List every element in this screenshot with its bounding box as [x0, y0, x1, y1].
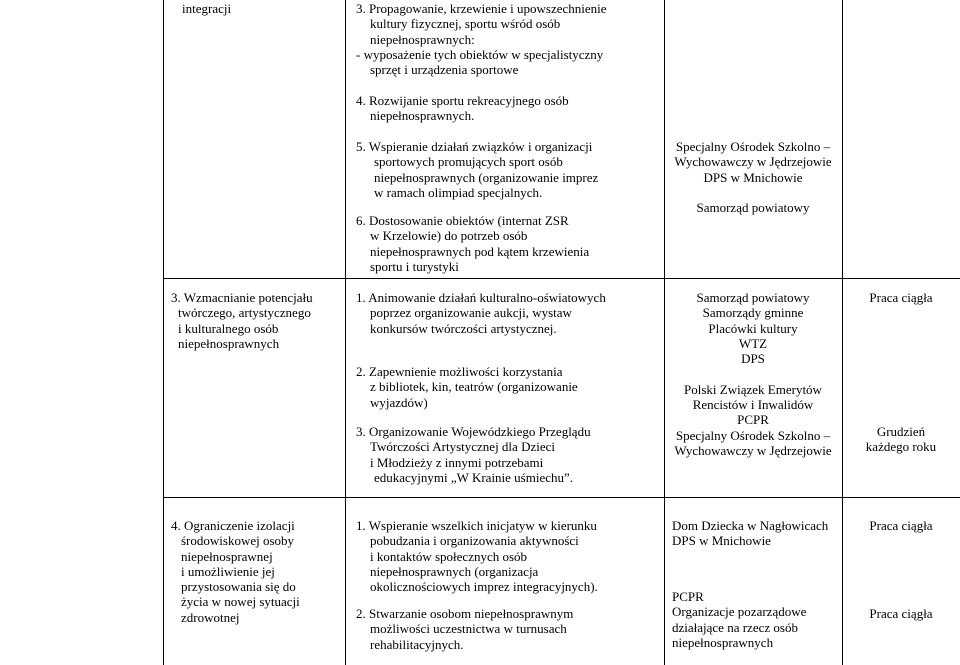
task-line: w ramach olimpiad specjalnych. [374, 184, 543, 200]
goal-text-line: przystosowania się do [181, 579, 296, 595]
goal-text-line: niepełnosprawnych [178, 335, 280, 351]
executor-line: Polski Związek Emerytów [684, 381, 822, 397]
deadline-cell-4b [842, 606, 960, 621]
tasks-cell-3-item2 [356, 364, 578, 410]
executors-cell-4b [672, 589, 806, 650]
task-line: kultury fizycznej, sportu wśród osób [370, 16, 561, 32]
tasks-cell-3-item3 [356, 424, 591, 485]
tasks-cell-3-item1 [356, 290, 606, 336]
task-line: 1. Wspieranie wszelkich inicjatyw w kierunku [356, 518, 597, 533]
goal-text-line: integracji [182, 1, 232, 16]
executor-line: Wychowawczy w Jędrzejowie [674, 442, 832, 458]
executors-cell-4a [672, 518, 828, 549]
tasks-cell-continued-item4 [356, 93, 569, 124]
task-line: 6. Dostosowanie obiektów (internat ZSR [356, 213, 569, 228]
goal-text-line: środowiskowej osoby [181, 533, 295, 549]
executor-line: Dom Dziecka w Nagłowicach [672, 518, 829, 533]
goal-text-line: niepełnosprawnej [181, 548, 273, 564]
task-line: 1. Animowanie działań kulturalno-oświatowych [356, 290, 606, 305]
executor-line [664, 366, 842, 381]
task-line: pobudzania i organizowania aktywności [370, 533, 579, 549]
deadline-text: Praca ciągła [869, 290, 933, 305]
executor-line: Samorządy gminne [702, 305, 804, 321]
deadline-cell-3b [842, 424, 960, 455]
executor-line: działające na rzecz osób [672, 619, 798, 635]
executor-line: PCPR [672, 589, 704, 604]
executor-line: PCPR [737, 412, 769, 428]
task-line: - wyposażenie tych obiektów w specjalistyczny [356, 46, 604, 62]
task-line: niepełnosprawnych: [370, 31, 475, 47]
deadline-text: Praca ciągła [869, 606, 933, 621]
tasks-cell-continued-item5 [356, 139, 598, 200]
executor-line [664, 185, 842, 200]
goal-text-line: i umożliwienie jej [181, 563, 275, 579]
task-line: 2. Stwarzanie osobom niepełnosprawnym [356, 606, 574, 621]
goal-text-line: zdrowotnej [181, 609, 240, 625]
deadline-text: Praca ciągła [869, 518, 933, 533]
goal-text-line: twórczego, artystycznego [178, 305, 311, 321]
executor-line: niepełnosprawnych [672, 634, 774, 650]
task-line: 4. Rozwijanie sportu rekreacyjnego osób [356, 93, 569, 108]
task-line: i Młodzieży z innymi potrzebami [370, 454, 544, 470]
deadline-text: każdego roku [865, 439, 937, 455]
executors-cell-3 [664, 290, 842, 458]
executor-line: Specjalny Ośrodek Szkolno – [675, 427, 831, 443]
task-line: w Krzelowie) do potrzeb osób [370, 228, 528, 244]
task-line: możliwości uczestnictwa w turnusach [370, 621, 567, 637]
goal-text-line: życia w nowej sytuacji [181, 594, 300, 610]
task-line: i kontaktów społecznych osób [370, 548, 528, 564]
executor-line: Samorząd powiatowy [696, 290, 810, 305]
table-border-left [163, 0, 164, 665]
goal-text-line: 3. Wzmacnianie potencjału [171, 290, 313, 305]
table-row-divider-1 [163, 278, 960, 279]
task-line: edukacyjnymi „W Krainie uśmiechu”. [374, 469, 574, 485]
executor-line: Organizacje pozarządowe [672, 604, 807, 620]
task-line: niepełnosprawnych pod kątem krzewienia [370, 243, 590, 259]
executors-cell-continued [664, 139, 842, 215]
task-line: niepełnosprawnych (organizacja [370, 563, 539, 579]
executor-line: Specjalny Ośrodek Szkolno – [675, 139, 831, 154]
task-line: niepełnosprawnych (organizowanie imprez [374, 169, 599, 185]
task-line: sprzęt i urządzenia sportowe [370, 62, 519, 78]
task-line: niepełnosprawnych. [370, 108, 475, 124]
task-line: 3. Propagowanie, krzewienie i upowszechnienie [356, 1, 607, 16]
goal-cell-4 [171, 518, 300, 625]
executor-line: WTZ [738, 335, 768, 351]
deadline-cell-3a [842, 290, 960, 305]
deadline-cell-4a [842, 518, 960, 533]
tasks-cell-4-item2 [356, 606, 573, 652]
goal-cell-3 [171, 290, 313, 351]
task-line: wyjazdów) [370, 394, 428, 410]
task-line: Twórczości Artystycznej dla Dzieci [370, 439, 555, 455]
tasks-cell-continued [356, 1, 607, 77]
tasks-cell-4-item1 [356, 518, 598, 594]
executor-line: Samorząd powiatowy [696, 200, 810, 216]
task-line: 2. Zapewnienie możliwości korzystania [356, 364, 563, 379]
executor-line: DPS w Mnichowie [703, 169, 803, 185]
goal-text-line: i kulturalnego osób [178, 320, 279, 336]
table-row-divider-2 [163, 497, 960, 498]
task-line: 5. Wspieranie działań związków i organizacji [356, 139, 593, 154]
goal-cell-continued [182, 1, 231, 16]
tasks-cell-continued-item6 [356, 213, 589, 274]
task-line: poprzez organizowanie aukcji, wystaw [370, 305, 572, 321]
executor-line: Wychowawczy w Jędrzejowie [674, 154, 832, 170]
task-line: okolicznościowych imprez integracyjnych). [370, 579, 598, 595]
executor-line: DPS w Mnichowie [672, 533, 771, 549]
executor-line: Placówki kultury [708, 320, 798, 336]
table-column-divider-1 [345, 0, 346, 665]
task-line: konkursów twórczości artystycznej. [370, 320, 557, 336]
table-column-divider-3 [842, 0, 843, 665]
executor-line: Rencistów i Inwalidów [692, 397, 814, 413]
executor-line: DPS [741, 351, 765, 367]
task-line: sportowych promujących sport osób [374, 154, 563, 170]
task-line: rehabilitacyjnych. [370, 636, 464, 652]
task-line: sportu i turystyki [370, 258, 459, 274]
goal-text-line: 4. Ograniczenie izolacji [171, 518, 295, 533]
task-line: z bibliotek, kin, teatrów (organizowanie [370, 379, 578, 395]
task-line: 3. Organizowanie Wojewódzkiego Przeglądu [356, 424, 591, 439]
deadline-text: Grudzień [876, 424, 926, 439]
